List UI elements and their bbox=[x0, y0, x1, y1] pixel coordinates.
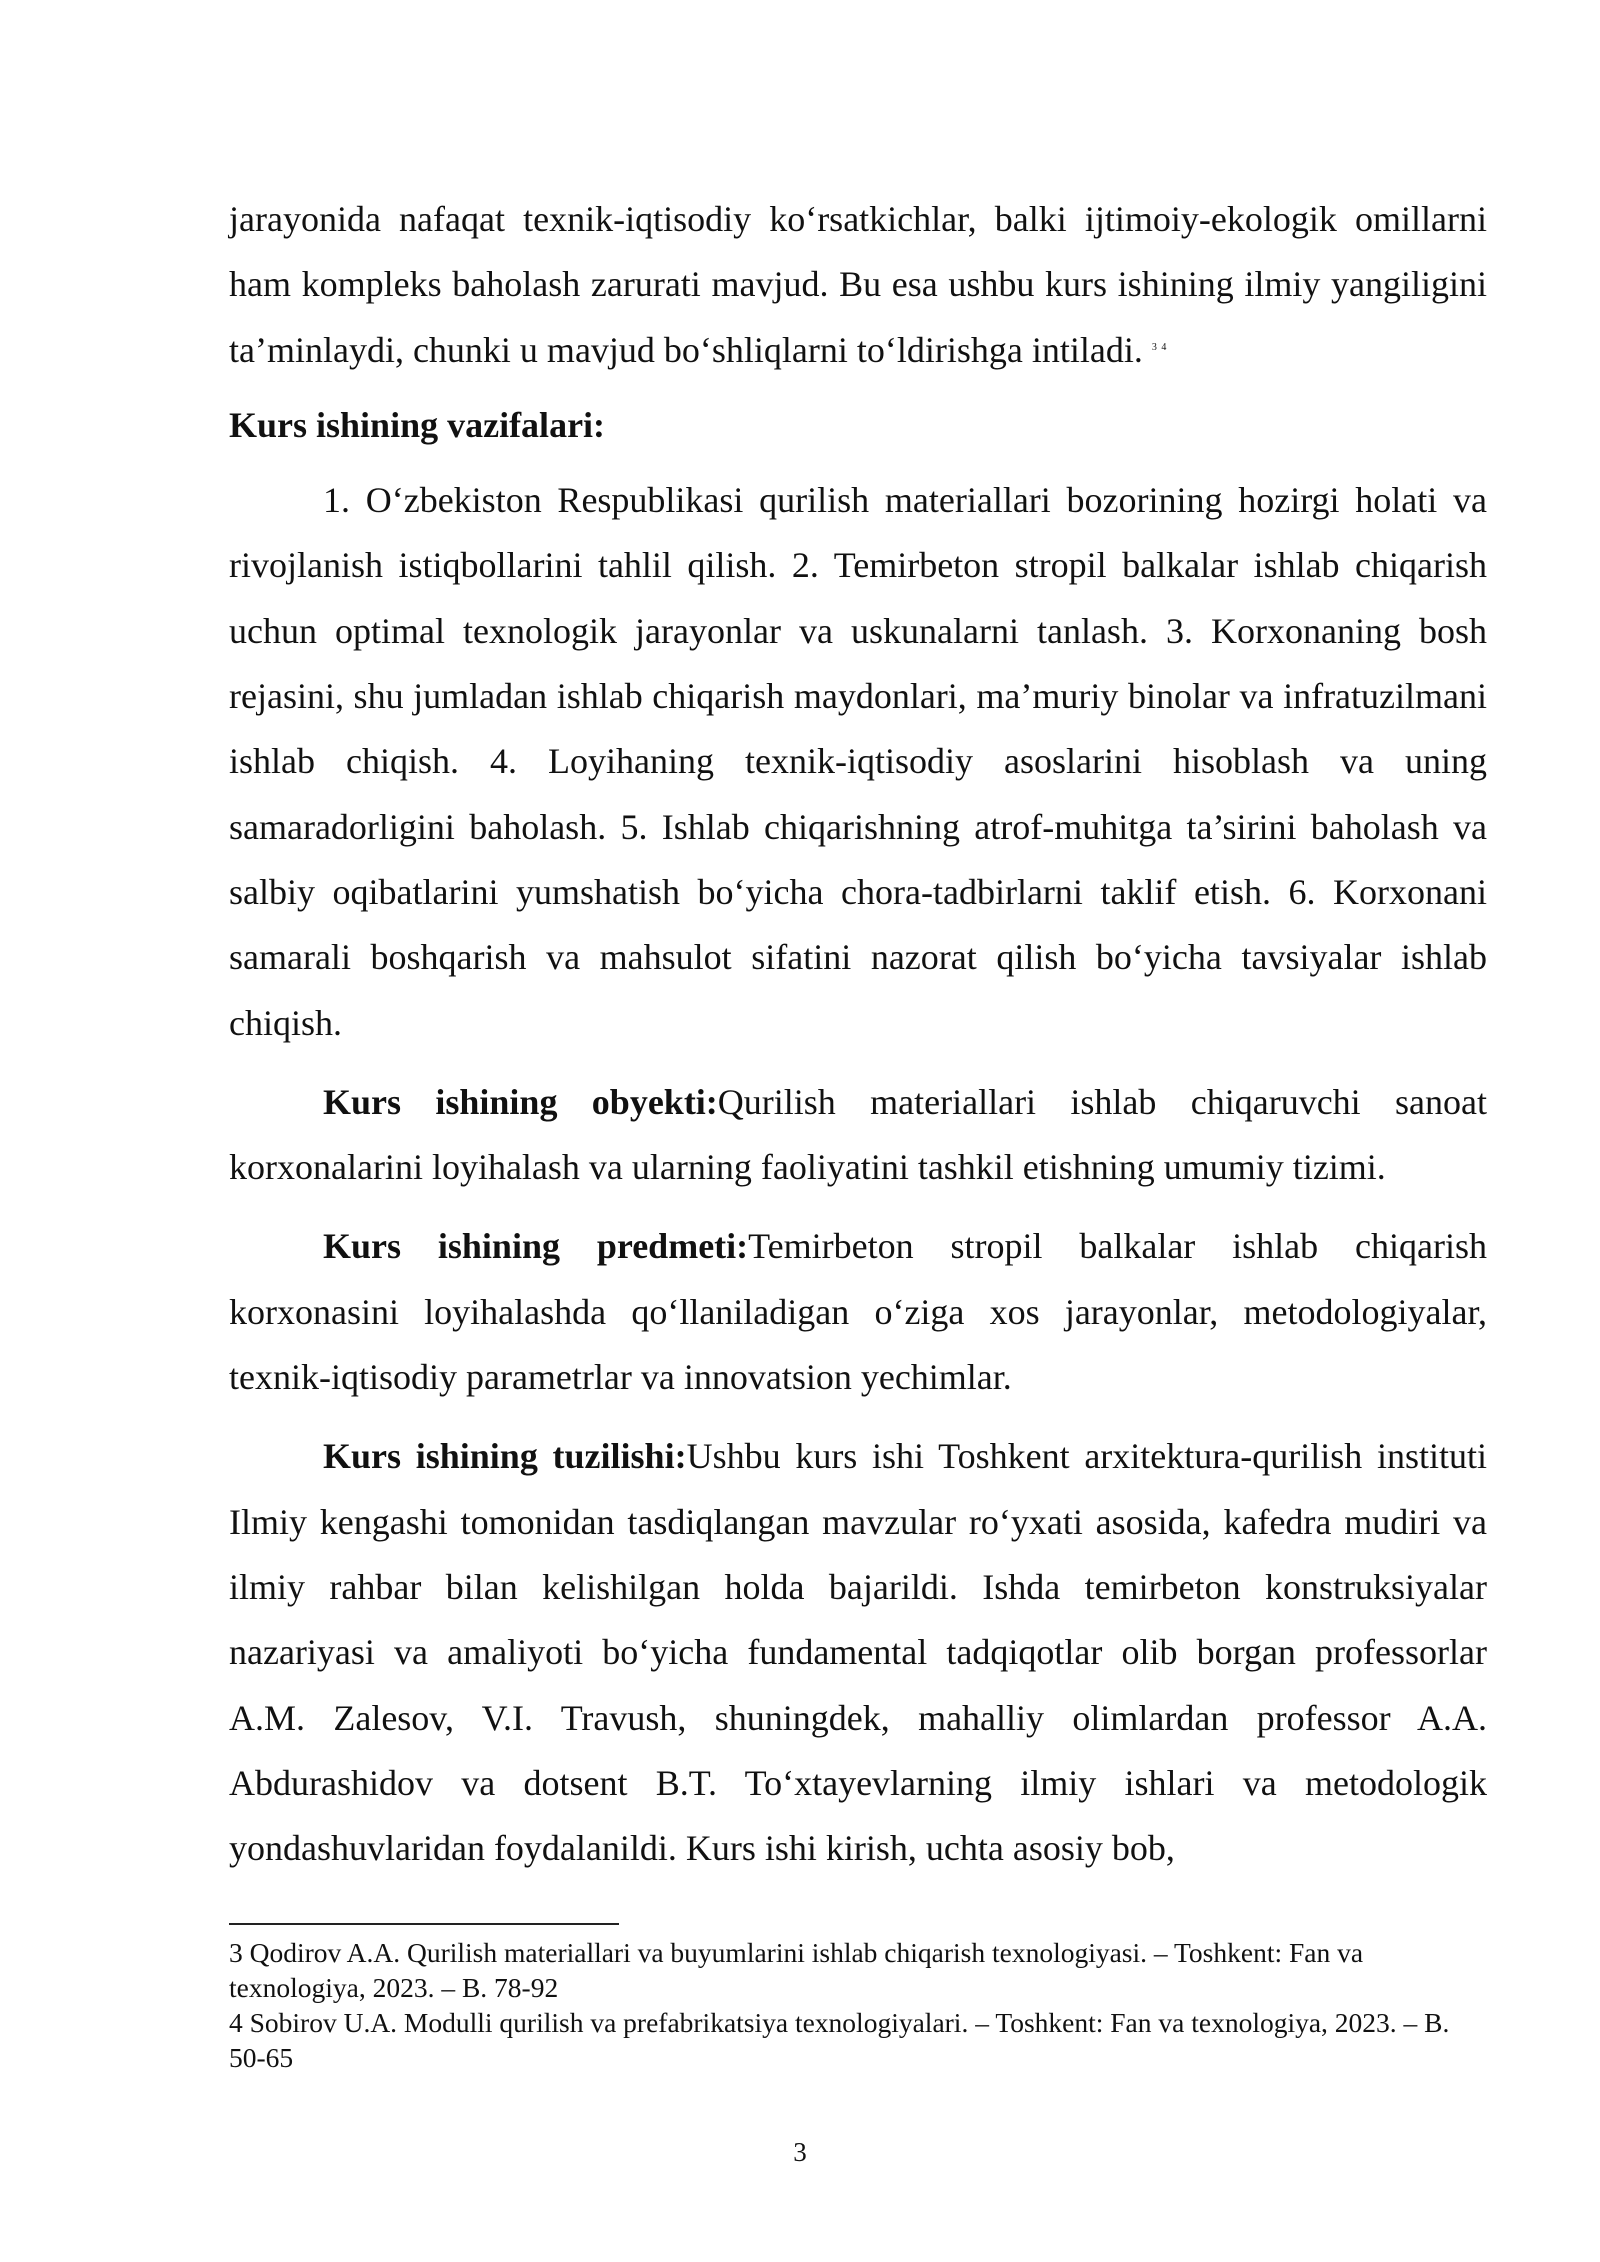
footnotes bbox=[229, 1935, 1487, 2075]
subject-paragraph bbox=[229, 1214, 1487, 1410]
tasks-heading: Kurs ishining vazifalari: bbox=[229, 404, 606, 445]
object-paragraph bbox=[229, 1070, 1487, 1201]
footnote-reference: 3 4 bbox=[1151, 341, 1168, 353]
continuation-text: jarayonida nafaqat texnik-iqtisodiy ko‘rsatkichlar, balki ijtimoiy-ekologik omillarni ham kompleks baholash zarurati mavjud. Bu esa ushbu kurs ishining ilmiy yangiligini ta’minlaydi, chunki u mavjud bo‘shliqlarni to‘ldirishga intiladi. bbox=[229, 199, 1487, 370]
footnote-3: 3 Qodirov A.A. Qurilish materiallari va buyumlarini ishlab chiqarish texnologiyasi. – Toshkent: Fan va texnologiya, 2023. – B. 78-92 bbox=[229, 1937, 1364, 2003]
subject-label: Kurs ishining predmeti: bbox=[323, 1226, 749, 1267]
continuation-paragraph bbox=[229, 187, 1487, 383]
structure-text: Ushbu kurs ishi Toshkent arxitektura-qurilish instituti Ilmiy kengashi tomonidan tasdiqlangan mavzular ro‘yxati asosida, kafedra mudiri va ilmiy rahbar bilan kelishilgan holda bajarildi. Ishda temirbeton konstruksiyalar nazariyasi va amaliyoti bo‘yicha fundamental tadqiqotlar olib borgan professorlar A.M. Zalesov, V.I. Travush, shuningdek, mahalliy olimlardan professor A.A. Abdurashidov va dotsent B.T. To‘xtayevlarning ilmiy ishlari va metodologik yondashuvlaridan foydalanildi. Kurs ishi kirish, uchta asosiy bob, bbox=[229, 1436, 1487, 1869]
footnote-4: 4 Sobirov U.A. Modulli qurilish va prefabrikatsiya texnologiyalari. – Toshkent: Fan va texnologiya, 2023. – B. 50-65 bbox=[229, 2007, 1450, 2073]
structure-paragraph bbox=[229, 1424, 1487, 1881]
page-number: 3 bbox=[793, 2137, 807, 2167]
tasks-paragraph: 1. O‘zbekiston Respublikasi qurilish materiallari bozorining hozirgi holati va rivojlanish istiqbollarini tahlil qilish. 2. Temirbeton stropil balkalar ishlab chiqarish uchun optimal texnologik jarayonlar va uskunalarni tanlash. 3. Korxonaning bosh rejasini, shu jumladan ishlab chiqarish maydonlari, ma’muriy binolar va infratuzilmani ishlab chiqish. 4. Loyihaning texnik-iqtisodiy asoslarini hisoblash va uning samaradorligini baholash. 5. Ishlab chiqarishning atrof-muhitga ta’sirini baholash va salbiy oqibatlarini yumshatish bo‘yicha chora-tadbirlarni taklif etish. 6. Korxonani samarali boshqarish va mahsulot sifatini nazorat qilish bo‘yicha tavsiyalar ishlab chiqish. bbox=[229, 480, 1487, 1043]
main-text bbox=[229, 187, 1487, 1881]
subject-text: Temirbeton stropil balkalar ishlab chiqarish korxonasini loyihalashda qo‘llaniladigan o‘ziga xos jarayonlar, metodologiyalar, texnik-iqtisodiy parametrlar va innovatsion yechimlar. bbox=[229, 1226, 1487, 1398]
structure-label: Kurs ishining tuzilishi: bbox=[323, 1436, 687, 1477]
object-text: Qurilish materiallari ishlab chiqaruvchi sanoat korxonalarini loyihalash va ularning faoliyatini tashkil etishning umumiy tizimi. bbox=[229, 1081, 1487, 1188]
footnote-separator bbox=[229, 1923, 619, 1925]
object-label: Kurs ishining obyekti: bbox=[323, 1081, 718, 1122]
